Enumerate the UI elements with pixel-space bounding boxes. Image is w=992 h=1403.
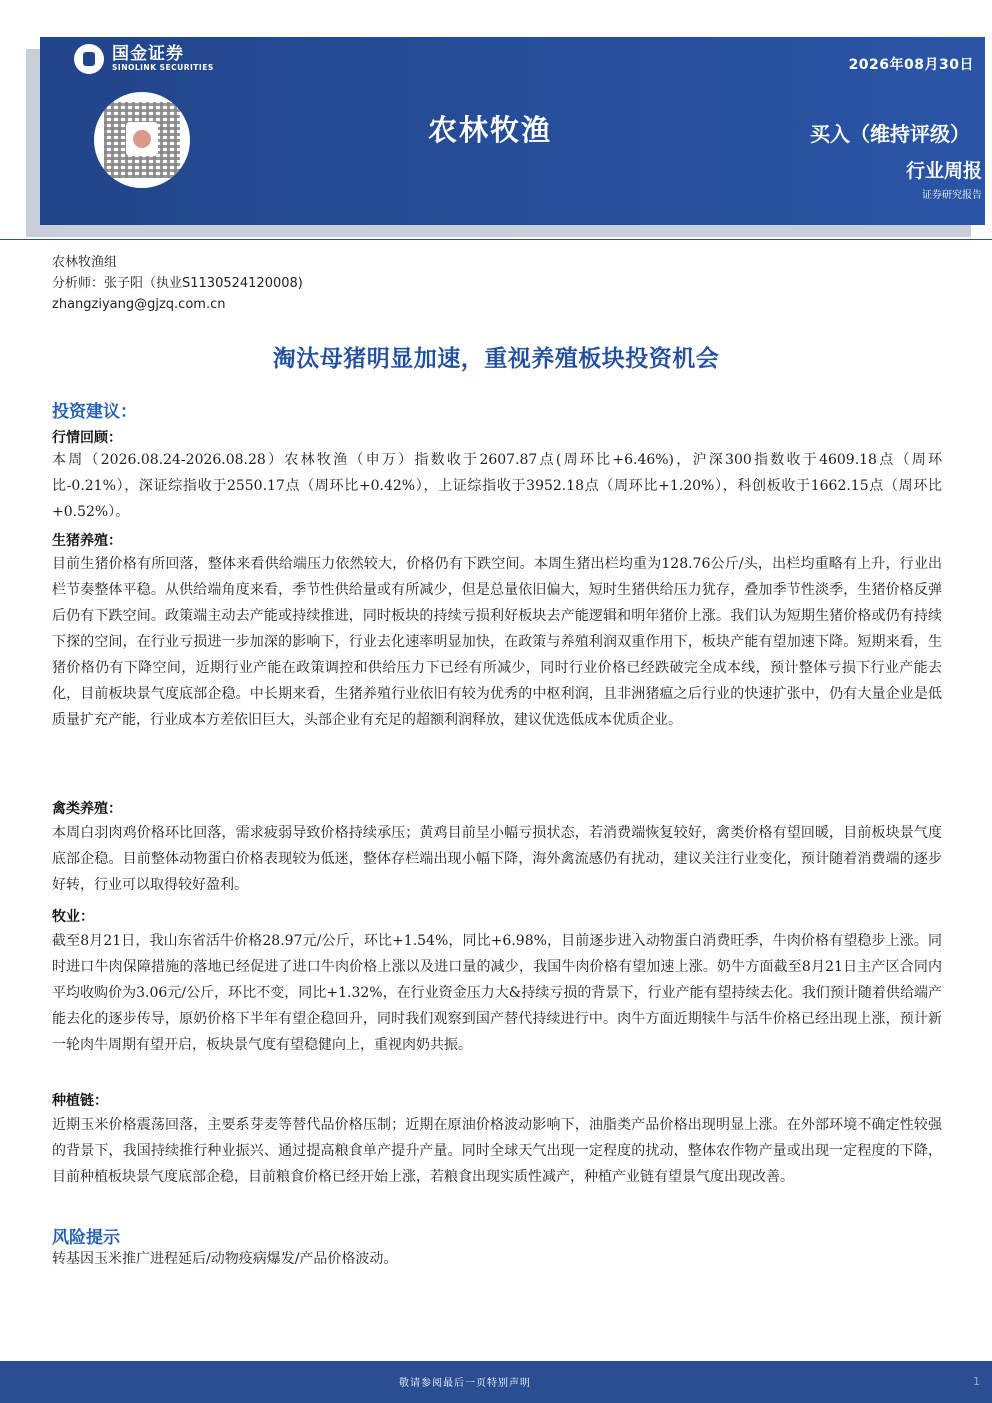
paragraph-livestock: 截至8月21日，我山东省活牛价格28.97元/公斤，环比+1.54%，同比+6.98%，目前逐步进入动物蛋白消费旺季，牛肉价格有望稳步上涨。同时进口牛肉保障措施的落地已经促进了进口牛肉价格上涨以及进口量的减少，我国牛肉价格有望加速上涨。奶牛方面截至8月21日主产区合同内平均收购价为3.06元/公斤，环比不变，同比+1.32%，在行业资金压力大&持续亏损的背景下，行业产能有望持续去化。我们预计随着供给端产能去化的逐步传导，原奶价格下半年有望企稳回升，同时我们观察到国产替代持续进行中。肉牛方面近期犊牛与活牛价格已经出现上涨，预计新一轮肉牛周期有望开启，板块景气度有望稳健向上，重视肉奶共振。 [52, 933, 942, 1053]
analyst-group: 农林牧渔组 [52, 255, 118, 270]
footer-bar [0, 1361, 992, 1403]
analyst-block [52, 252, 303, 315]
report-subtype: 证券研究报告 [922, 190, 982, 201]
paragraph-planting: 近期玉米价格震荡回落，主要系芽麦等替代品价格压制；近期在原油价格波动影响下，油脂类产品价格出现明显上涨。在外部环境不确定性较强的背景下，我国持续推行种业振兴、通过提高粮食单产提升产量。同时全球天气出现一定程度的扰动，整体农作物产量或出现一定程度的下降，目前种植板块景气度底部企稳，目前粮食价格已经开始上涨，若粮食出现实质性减产，种植产业链有望景气度出现改善。 [52, 1117, 942, 1185]
rating-label: 买入（维持评级） [810, 122, 970, 146]
page-number: 1 [973, 1375, 980, 1388]
section-risk: 风险提示 [52, 1228, 120, 1248]
paragraph-market-review: 本周（2026.08.24-2026.08.28）农林牧渔（申万）指数收于2607.87点(周环比+6.46%)，沪深300指数收于4609.18点（周环比-0.21%），深证综指收于2550.17点（周环比+0.42%），上证综指收于3952.18点（周环比+1.20%），科创板收于1662.15点（周环比+0.52%）。 [52, 452, 942, 520]
logo-name-en: SINOLINK SECURITIES [112, 62, 214, 72]
report-headline: 淘汰母猪明显加速，重视养殖板块投资机会 [272, 346, 720, 372]
subheading-market-review: 行情回顾： [52, 430, 122, 446]
analyst-email[interactable]: zhangziyang@gjzq.com.cn [52, 297, 226, 312]
paragraph-pig-farming: 目前生猪价格有所回落，整体来看供给端压力依然较大，价格仍有下跌空间。本周生猪出栏均重为128.76公斤/头，出栏均重略有上升，行业出栏节奏整体平稳。从供给端角度来看，季节性供给量或有所减少，但是总量依旧偏大，短时生猪供给压力犹存，叠加季节性淡季，生猪价格反弹后仍有下跌空间。政策端主动去产能或持续推进，同时板块的持续亏损利好板块去产能逻辑和明年猪价上涨。我们认为短期生猪价格或仍有持续下探的空间，在行业亏损进一步加深的影响下，行业去化速率明显加快，在政策与养殖利润双重作用下，板块产能有望加速下降。短期来看，生猪价格仍有下降空间，近期行业产能在政策调控和供给压力下已经有所减少，同时行业价格已经跌破完全成本线，预计整体亏损下行业产能去化，目前板块景气度底部企稳。中长期来看，生猪养殖行业依旧有较为优秀的中枢利润，且非洲猪瘟之后行业的快速扩张中，仍有大量企业是低质量扩充产能，行业成本方差依旧巨大，头部企业有充足的超额利润释放，建议优选低成本优质企业。 [52, 556, 942, 728]
header-divider [0, 239, 992, 240]
qr-code-icon[interactable] [94, 92, 190, 188]
subheading-poultry: 禽类养殖： [52, 801, 122, 817]
logo-name-cn: 国金证券 [112, 44, 184, 65]
analyst-name: 分析师：张子阳（执业S1130524120008) [52, 276, 303, 291]
section-investment-advice: 投资建议： [52, 402, 137, 422]
brand-logo [74, 44, 214, 74]
paragraph-poultry: 本周白羽肉鸡价格环比回落，需求疲弱导致价格持续承压；黄鸡目前呈小幅亏损状态，若消费端恢复较好，禽类价格有望回暖，目前板块景气度底部企稳。目前整体动物蛋白价格表现较为低迷，整体存栏端出现小幅下降，海外禽流感仍有扰动，建议关注行业变化，预计随着消费端的逐步好转，行业可以取得较好盈利。 [52, 825, 942, 893]
sector-title: 农林牧渔 [428, 113, 553, 147]
paragraph-risk: 转基因玉米推广进程延后/动物疫病爆发/产品价格波动。 [52, 1251, 398, 1267]
report-type: 行业周报 [905, 160, 982, 182]
subheading-pig-farming: 生猪养殖： [52, 533, 122, 549]
subheading-livestock: 牧业： [52, 909, 94, 925]
subheading-planting: 种植链： [52, 1093, 108, 1109]
logo-mark-icon [74, 44, 104, 74]
footer-disclaimer[interactable]: 敬请参阅最后一页特别声明 [399, 1378, 531, 1389]
report-date: 2026年08月30日 [848, 57, 974, 73]
